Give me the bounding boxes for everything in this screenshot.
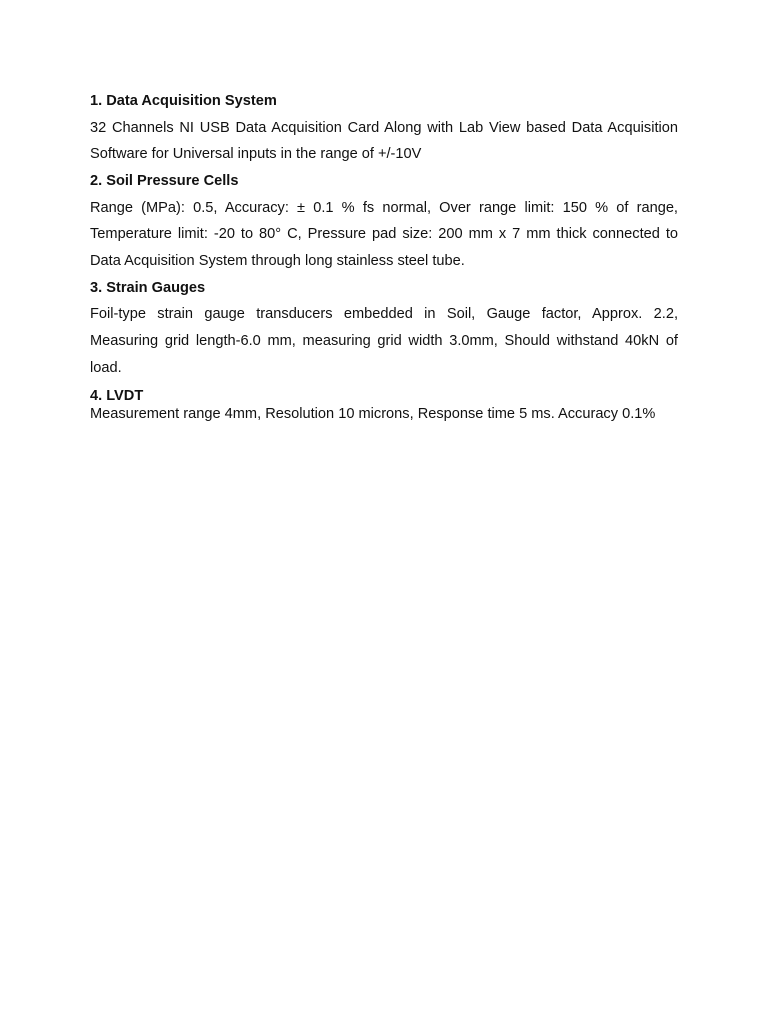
section-paragraph	[90, 115, 678, 169]
section-heading: 2. Soil Pressure Cells	[90, 173, 239, 190]
paragraph-line: Measuring grid length-6.0 mm, measuring grid width 3.0mm, Should withstand 40kN of	[90, 333, 678, 350]
paragraph-line: Data Acquisition System through long stainless steel tube.	[90, 253, 465, 270]
paragraph-line: Measurement range 4mm, Resolution 10 microns, Response time 5 ms. Accuracy 0.1%	[90, 405, 656, 422]
section-paragraph	[90, 405, 678, 423]
section-heading: 1. Data Acquisition System	[90, 93, 277, 109]
section-heading: 4. LVDT	[90, 387, 144, 404]
paragraph-line: Range (MPa): 0.5, Accuracy: ± 0.1 % fs normal, Over range limit: 150 % of range,	[90, 199, 678, 216]
paragraph-line: Foil-type strain gauge transducers embedded in Soil, Gauge factor, Approx. 2.2,	[90, 306, 678, 323]
paragraph-line: Temperature limit: -20 to 80° C, Pressure pad size: 200 mm x 7 mm thick connected to	[90, 226, 678, 243]
section-strain-gauges	[90, 275, 678, 382]
section-data-acquisition	[90, 88, 678, 168]
section-paragraph	[90, 195, 678, 275]
section-soil-pressure-cells	[90, 168, 678, 275]
paragraph-line: Software for Universal inputs in the range of +/-10V	[90, 146, 422, 163]
document-body	[90, 88, 678, 423]
section-paragraph	[90, 301, 678, 381]
section-heading: 3. Strain Gauges	[90, 279, 206, 296]
paragraph-line: 32 Channels NI USB Data Acquisition Card Along with Lab View based Data Acquisition	[90, 119, 678, 136]
section-lvdt	[90, 387, 678, 423]
paragraph-line: load.	[90, 360, 122, 377]
